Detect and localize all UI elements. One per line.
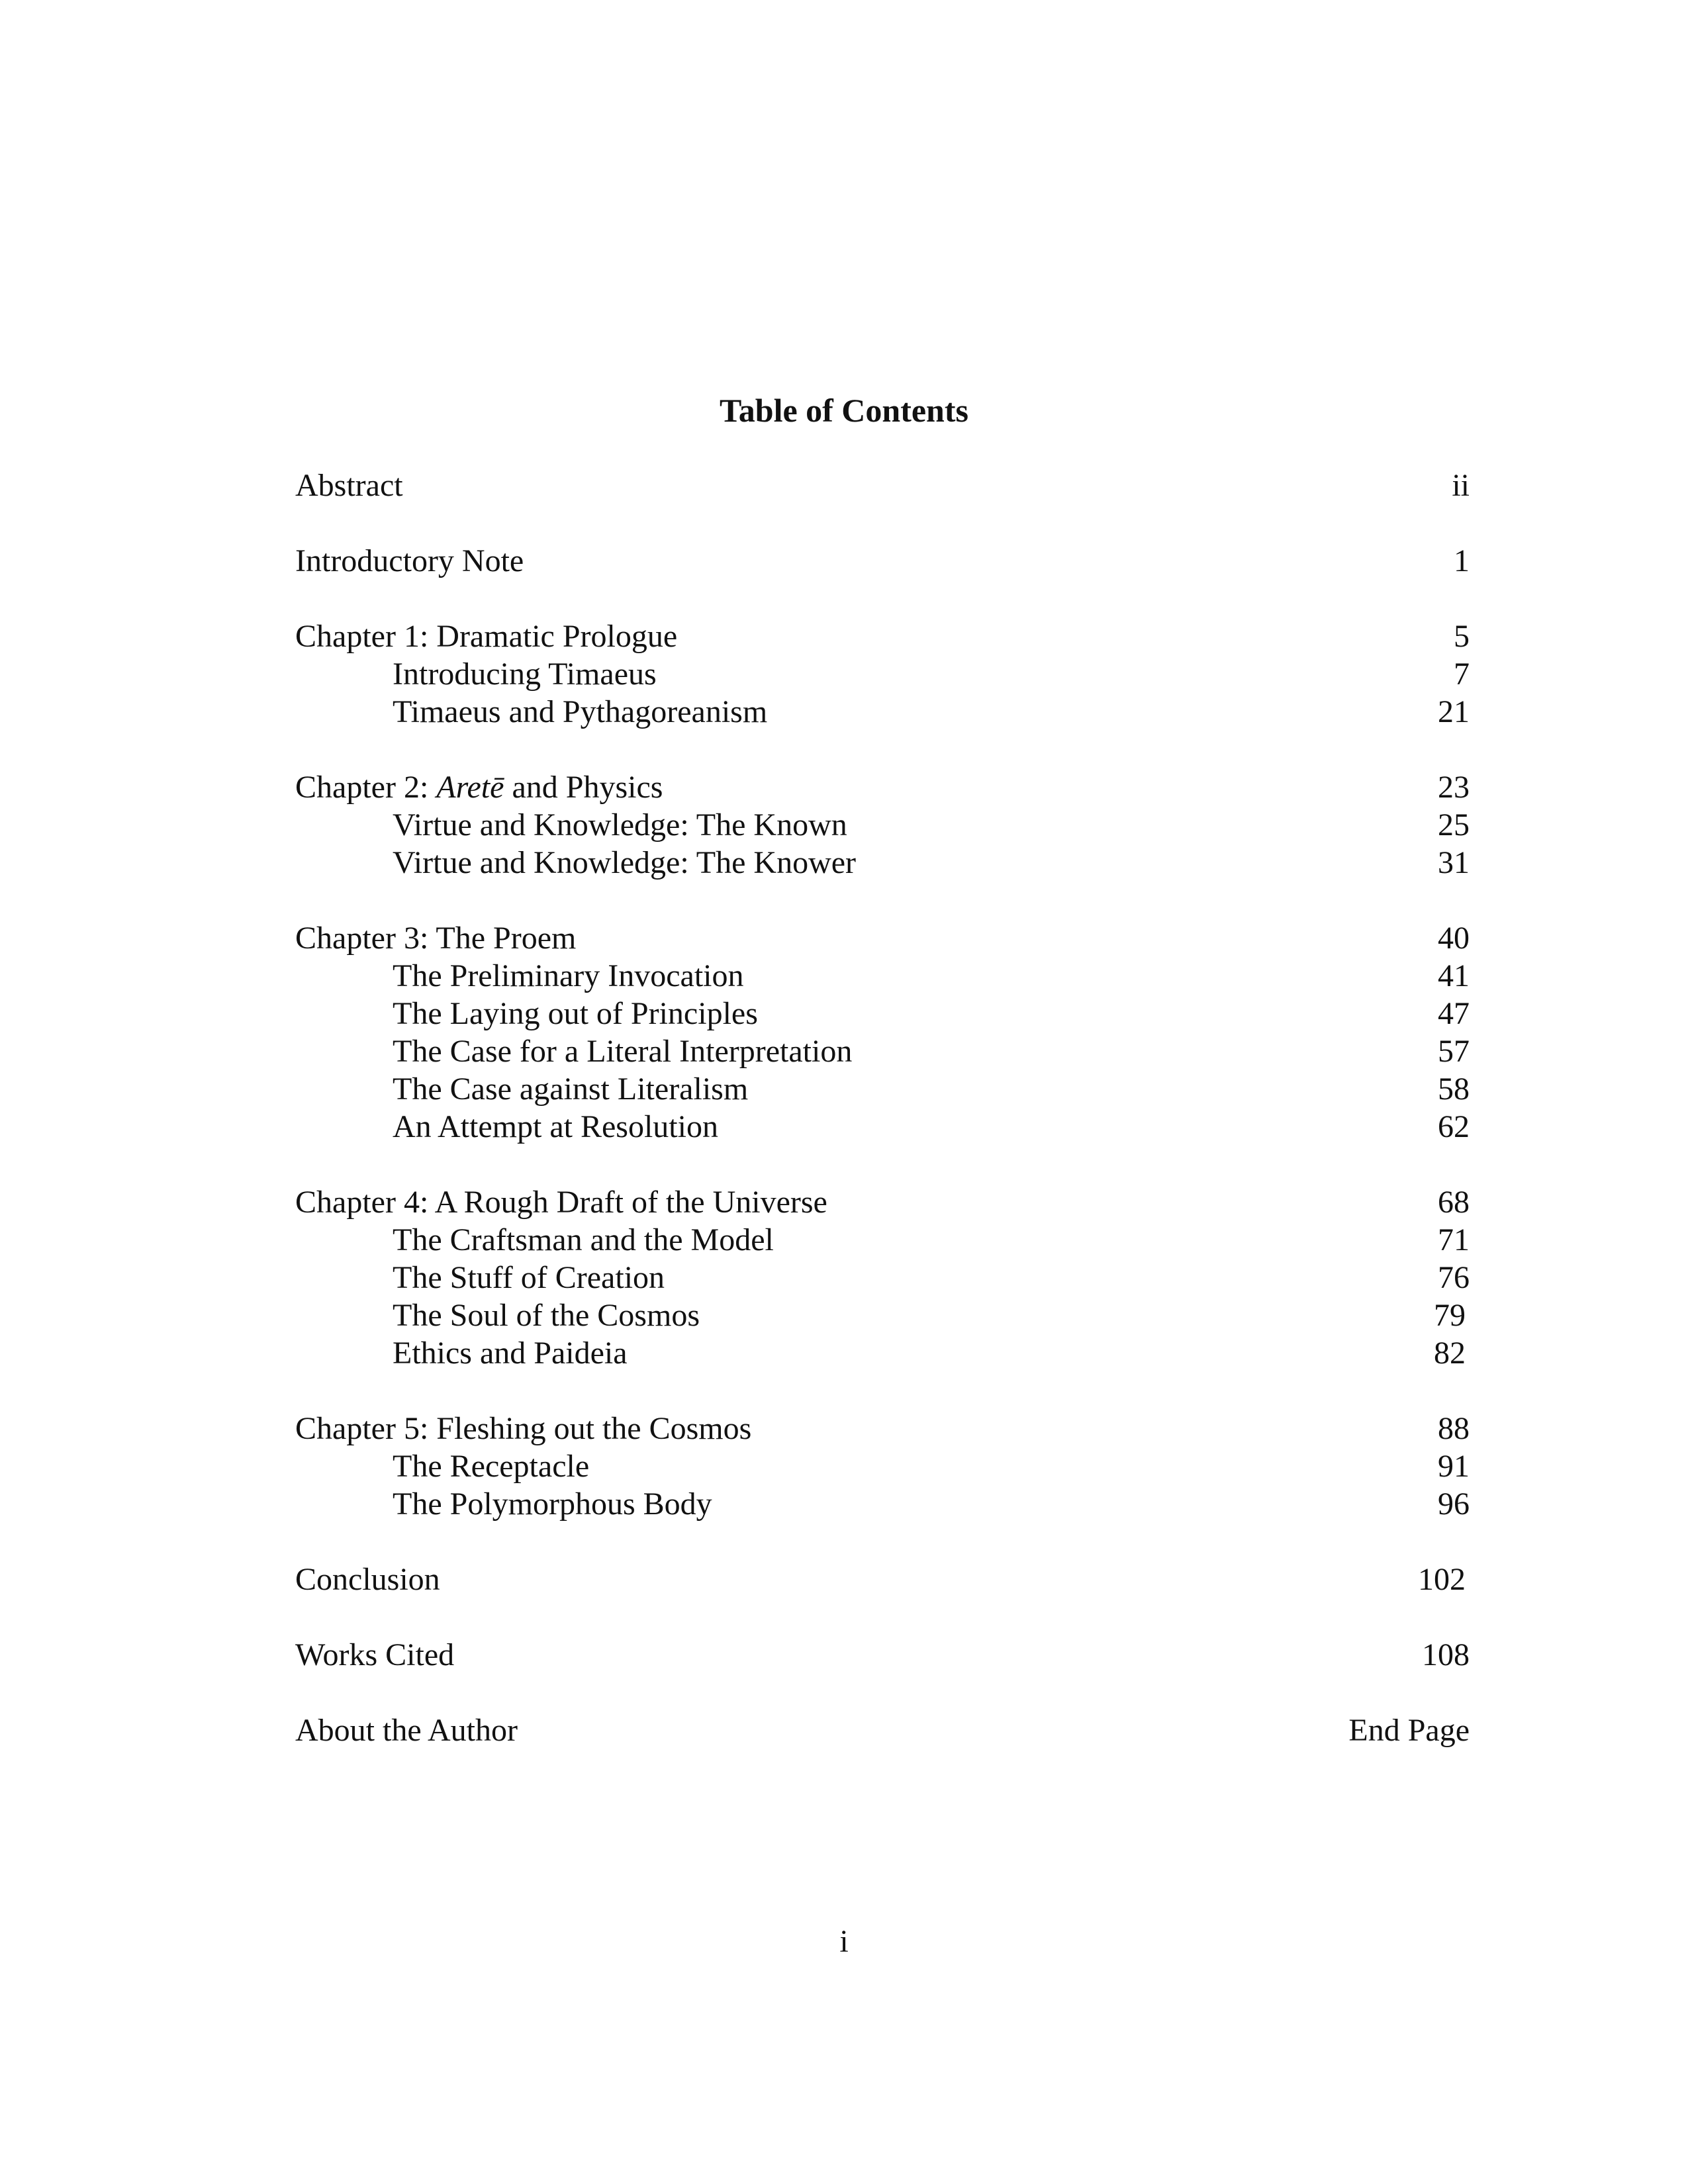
toc-entry-label-suffix: and Physics [504, 770, 663, 805]
toc-entry-page: 23 [1438, 770, 1470, 805]
toc-entry-page: 79 [1434, 1298, 1466, 1333]
toc-entry-label-prefix: Chapter 2: [295, 770, 437, 805]
toc-entry-introductory-note [295, 542, 1474, 580]
toc-entry-page: 68 [1438, 1185, 1470, 1220]
toc-entry-label-italic: Aretē [436, 770, 504, 805]
toc-subentry [295, 1032, 1474, 1070]
toc-entry-page: 96 [1438, 1486, 1470, 1522]
toc-entry-label: Conclusion [295, 1562, 440, 1597]
toc-entry-page: 58 [1438, 1071, 1470, 1107]
toc-entry-chapter-3 [295, 919, 1474, 957]
toc-entry-page: 25 [1438, 807, 1470, 842]
toc-entry-label: Works Cited [295, 1637, 455, 1672]
toc-subentry [295, 1334, 1474, 1372]
toc-entry-page: 5 [1454, 619, 1470, 654]
toc-entry-label: Abstract [295, 468, 403, 503]
toc-entry-chapter-4 [295, 1183, 1474, 1221]
toc-subentry [295, 1259, 1474, 1297]
toc-entry-label [295, 768, 663, 806]
toc-subentry [295, 995, 1474, 1032]
toc-entry-label: The Case against Literalism [393, 1071, 749, 1107]
toc-subentry [295, 1447, 1474, 1485]
toc-subentry [295, 693, 1474, 731]
toc-entry-label: The Receptacle [393, 1449, 590, 1484]
toc-entry-label: Virtue and Knowledge: The Knower [393, 845, 857, 880]
toc-entry-works-cited [295, 1636, 1474, 1674]
toc-entry-page: End Page [1348, 1713, 1470, 1748]
toc-entry-label: The Craftsman and the Model [393, 1222, 774, 1257]
toc-subentry [295, 1221, 1474, 1259]
toc-subentry [295, 655, 1474, 693]
page-number: i [839, 1924, 849, 1959]
toc-entry-label: An Attempt at Resolution [393, 1109, 718, 1144]
toc-entry-page: 31 [1438, 845, 1470, 880]
toc-entry-page: 88 [1438, 1411, 1470, 1446]
toc-subentry [295, 1108, 1474, 1146]
page-title: Table of Contents [720, 392, 968, 429]
toc-subentry [295, 1485, 1474, 1523]
toc-entry-page: 108 [1422, 1637, 1470, 1672]
toc-entry-about-author [295, 1711, 1474, 1749]
toc-entry-label: Chapter 5: Fleshing out the Cosmos [295, 1411, 752, 1446]
toc-entry-page: ii [1452, 468, 1470, 503]
toc-entry-label: Introducing Timaeus [393, 657, 657, 692]
toc-entry-page: 76 [1438, 1260, 1470, 1295]
toc-entry-page: 82 [1434, 1336, 1466, 1371]
toc-entry-page: 40 [1438, 921, 1470, 956]
toc-entry-abstract [295, 467, 1474, 504]
toc-entry-chapter-1 [295, 617, 1474, 655]
toc-entry-label: Chapter 4: A Rough Draft of the Universe [295, 1185, 827, 1220]
toc-entry-label: Chapter 1: Dramatic Prologue [295, 619, 678, 654]
toc-subentry [295, 1070, 1474, 1108]
toc-entry-label: About the Author [295, 1713, 518, 1748]
table-of-contents [295, 467, 1474, 1749]
toc-entry-label: Chapter 3: The Proem [295, 921, 577, 956]
toc-entry-label: Ethics and Paideia [393, 1336, 628, 1371]
toc-entry-label: The Laying out of Principles [393, 996, 758, 1031]
toc-subentry [295, 1297, 1474, 1334]
toc-entry-page: 62 [1438, 1109, 1470, 1144]
toc-entry-page: 21 [1438, 694, 1470, 729]
toc-entry-label: The Stuff of Creation [393, 1260, 665, 1295]
toc-entry-page: 102 [1418, 1562, 1466, 1597]
toc-entry-page: 1 [1454, 543, 1470, 578]
toc-entry-page: 57 [1438, 1034, 1470, 1069]
toc-entry-page: 71 [1438, 1222, 1470, 1257]
toc-entry-label: Timaeus and Pythagoreanism [393, 694, 768, 729]
toc-subentry [295, 806, 1474, 844]
toc-subentry [295, 844, 1474, 882]
toc-entry-page: 41 [1438, 958, 1470, 993]
toc-entry-label: The Soul of the Cosmos [393, 1298, 700, 1333]
toc-entry-page: 7 [1454, 657, 1470, 692]
toc-entry-label: The Case for a Literal Interpretation [393, 1034, 853, 1069]
toc-entry-label: The Preliminary Invocation [393, 958, 744, 993]
toc-entry-label: Introductory Note [295, 543, 524, 578]
toc-entry-label: Virtue and Knowledge: The Known [393, 807, 847, 842]
toc-entry-page: 47 [1438, 996, 1470, 1031]
toc-subentry [295, 957, 1474, 995]
toc-entry-page: 91 [1438, 1449, 1470, 1484]
toc-entry-label: The Polymorphous Body [393, 1486, 712, 1522]
toc-entry-conclusion [295, 1561, 1474, 1598]
toc-entry-chapter-2 [295, 768, 1474, 806]
toc-entry-chapter-5 [295, 1410, 1474, 1447]
